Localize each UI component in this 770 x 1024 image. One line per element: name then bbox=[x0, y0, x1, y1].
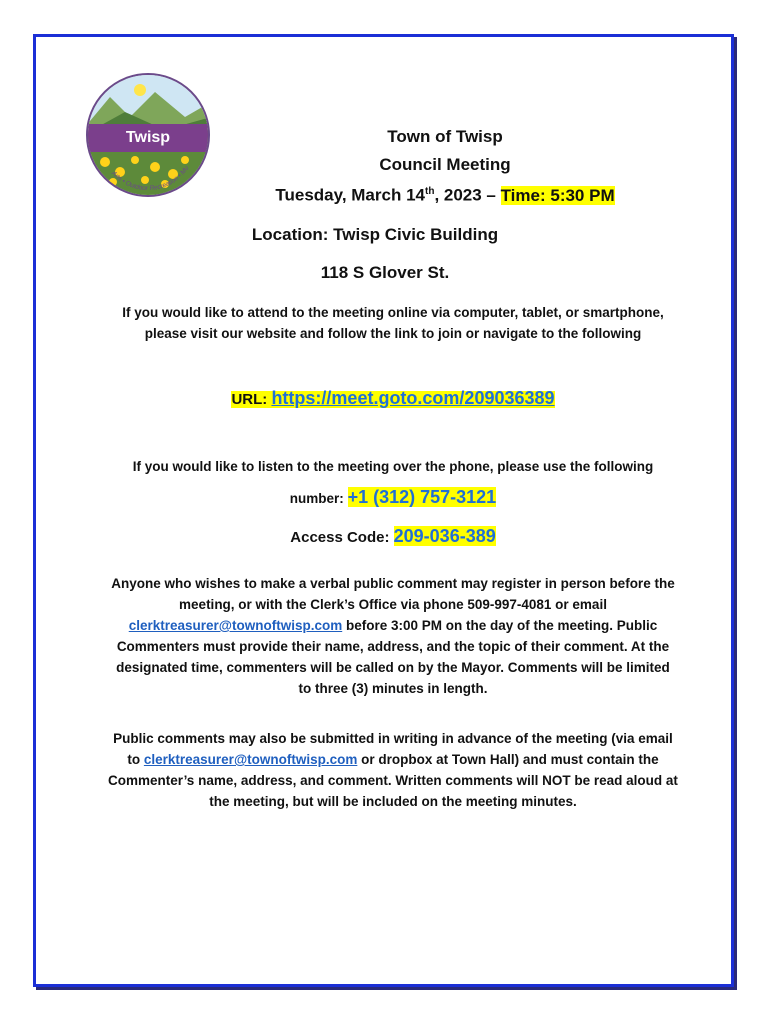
written-comment-paragraph bbox=[108, 728, 678, 812]
date-year: , 2023 – bbox=[434, 185, 501, 205]
meeting-time: Time: 5:30 PM bbox=[500, 185, 615, 205]
logo-text: Twisp bbox=[125, 129, 171, 146]
clerk-email-link[interactable]: clerktreasurer@townoftwisp.com bbox=[128, 618, 343, 633]
town-logo bbox=[85, 72, 211, 198]
comment1-text-a: Anyone who wishes to make a verbal public comment may register in person before the meeting, or with the Clerk’s Office via phone 509-997-4081 or email bbox=[111, 576, 675, 612]
meeting-url-link[interactable]: https://meet.goto.com/209036389 bbox=[271, 388, 555, 408]
header-date bbox=[180, 181, 710, 207]
phone-line bbox=[108, 452, 678, 514]
header-meeting: Council Meeting bbox=[379, 155, 511, 174]
online-instructions: If you would like to attend to the meeting online via computer, tablet, or smartphone, please visit our website and follow the link to join or navigate to the following bbox=[122, 305, 664, 341]
logo-arc-text: Arts • Outdoor Recreation • Mu bbox=[110, 164, 191, 193]
access-code: 209-036-389 bbox=[393, 526, 496, 546]
clerk-email-link-2[interactable]: clerktreasurer@townoftwisp.com bbox=[143, 752, 358, 767]
date-suffix: th bbox=[424, 186, 435, 197]
location-label: Location: Twisp Civic Building bbox=[251, 225, 499, 244]
header-town: Town of Twisp bbox=[387, 127, 503, 146]
url-label: URL: bbox=[231, 391, 272, 408]
comment2-text-a: Public comments may also be submitted in writing in advance of the meeting (via email to bbox=[113, 731, 673, 767]
location-address: 118 S Glover St. bbox=[320, 263, 450, 282]
url-line bbox=[108, 388, 678, 410]
access-label: Access Code: bbox=[290, 529, 394, 546]
phone-instructions: If you would like to listen to the meeting over the phone, please use the following number: bbox=[132, 459, 654, 506]
phone-number[interactable]: +1 (312) 757-3121 bbox=[347, 487, 497, 507]
verbal-comment-paragraph bbox=[108, 573, 678, 699]
access-line bbox=[108, 526, 678, 548]
comment1-text-b: before 3:00 PM on the day of the meeting. Public Commenters must provide their name, address, and the topic of their comment. At the designated time, commenters will be called on by the Mayor. Comments will be limited to three (3) minutes in length. bbox=[116, 618, 670, 696]
comment2-text-b: or dropbox at Town Hall) and must contain the Commenter’s name, address, and comment. Written comments will NOT be read aloud at the meeting, but will be included on the meeting minutes. bbox=[108, 752, 678, 809]
date-text: Tuesday, March 14 bbox=[275, 185, 425, 205]
